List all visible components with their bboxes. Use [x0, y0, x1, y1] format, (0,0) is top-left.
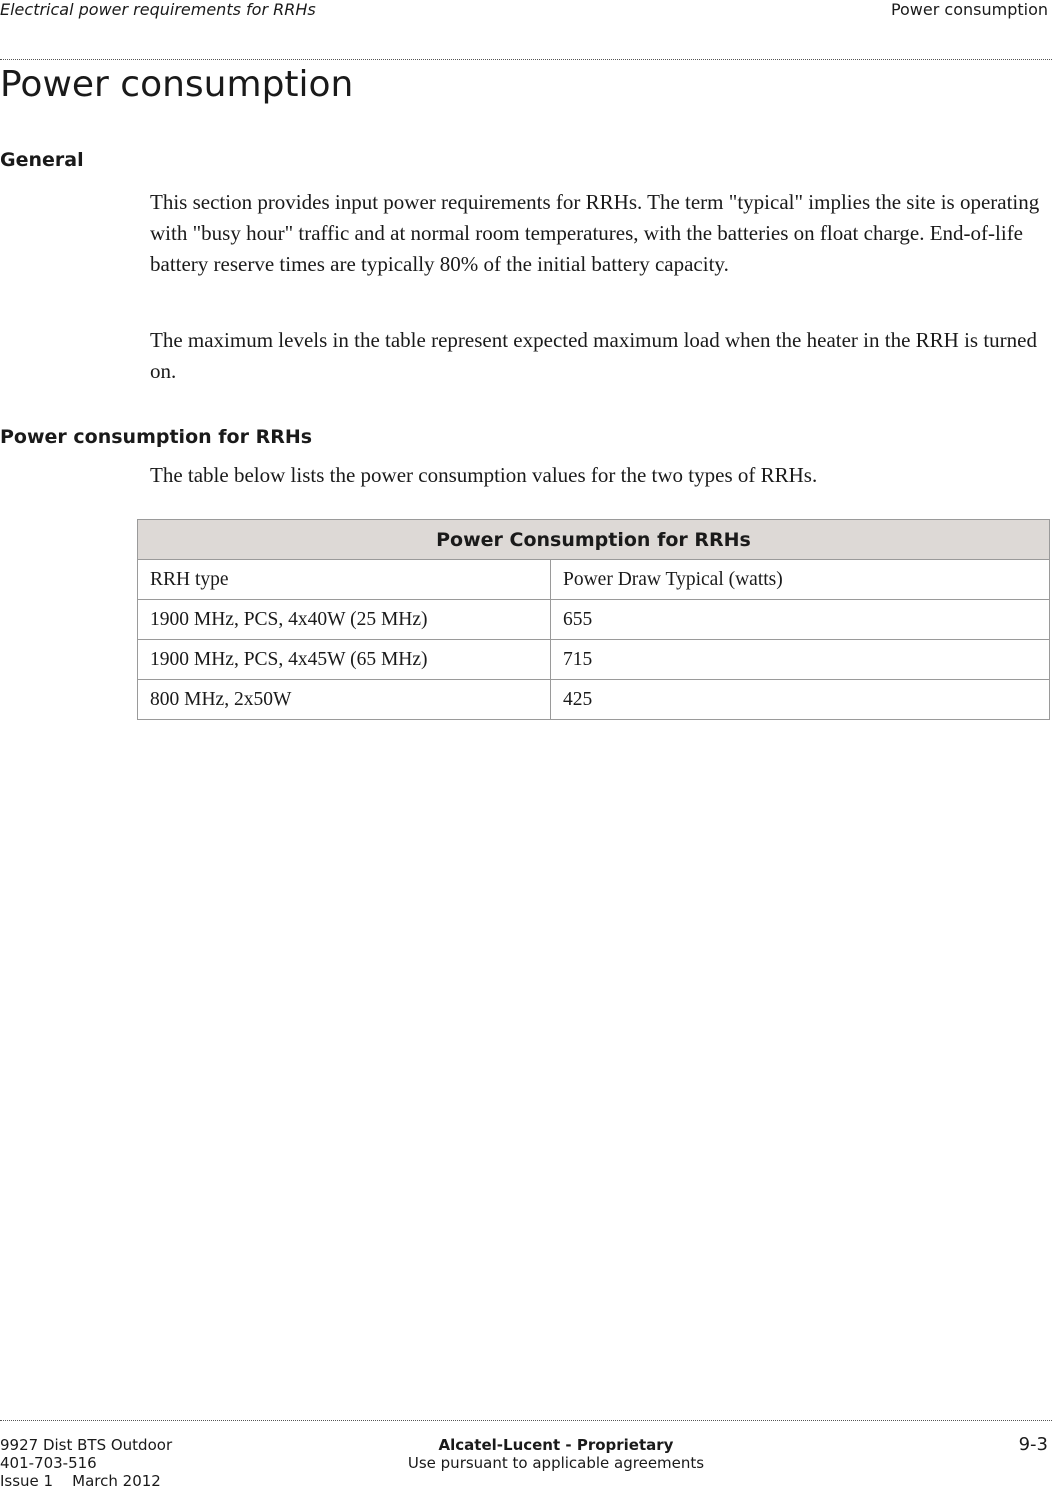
- footer-proprietary-notice: [356, 1436, 756, 1472]
- footer-divider: [0, 1420, 1052, 1421]
- footer-issue-date: Issue 1 March 2012: [0, 1472, 161, 1490]
- general-paragraph-1: This section provides input power requirements for RRHs. The term "typical" implies the site is operating with "busy hour" traffic and at normal room temperatures, with the batteries on float charge. End-of-life battery reserve times are typically 80% of the initial battery capacity.: [150, 190, 1040, 276]
- cell-power-draw: 425: [551, 680, 1050, 720]
- footer-document-info: [0, 1436, 172, 1490]
- footer-proprietary-label: Alcatel-Lucent - Proprietary: [438, 1436, 674, 1454]
- cell-rrh-type: 1900 MHz, PCS, 4x45W (65 MHz): [138, 640, 551, 680]
- column-header-power-draw: Power Draw Typical (watts): [551, 560, 1050, 600]
- running-header-section: Power consumption: [890, 0, 1048, 19]
- page-title: Power consumption: [0, 64, 354, 105]
- general-paragraph-2: The maximum levels in the table represent expected maximum load when the heater in the RRH is turned on.: [150, 328, 1037, 383]
- rrh-intro-paragraph: The table below lists the power consumption values for the two types of RRHs.: [150, 463, 818, 487]
- table-row: [138, 680, 1050, 720]
- table-row: [138, 600, 1050, 640]
- column-header-rrh-type: RRH type: [138, 560, 551, 600]
- footer-product-name: 9927 Dist BTS Outdoor: [0, 1436, 173, 1454]
- table-header-row: [138, 560, 1050, 600]
- running-header-chapter: Electrical power requirements for RRHs: [0, 0, 316, 19]
- cell-power-draw: 715: [551, 640, 1050, 680]
- footer-usage-notice: Use pursuant to applicable agreements: [407, 1454, 705, 1472]
- cell-rrh-type: 800 MHz, 2x50W: [138, 680, 551, 720]
- footer-document-number: 401-703-516: [0, 1454, 97, 1472]
- section-heading-rrh-power: Power consumption for RRHs: [0, 426, 313, 448]
- cell-rrh-type: 1900 MHz, PCS, 4x40W (25 MHz): [138, 600, 551, 640]
- table-caption: Power Consumption for RRHs: [138, 520, 1050, 560]
- cell-power-draw: 655: [551, 600, 1050, 640]
- section-heading-general: General: [0, 149, 84, 171]
- page-number: 9-3: [1018, 1434, 1048, 1455]
- power-consumption-table: [137, 519, 1050, 720]
- header-divider: [0, 59, 1052, 60]
- table-caption-row: [138, 520, 1050, 560]
- table-row: [138, 640, 1050, 680]
